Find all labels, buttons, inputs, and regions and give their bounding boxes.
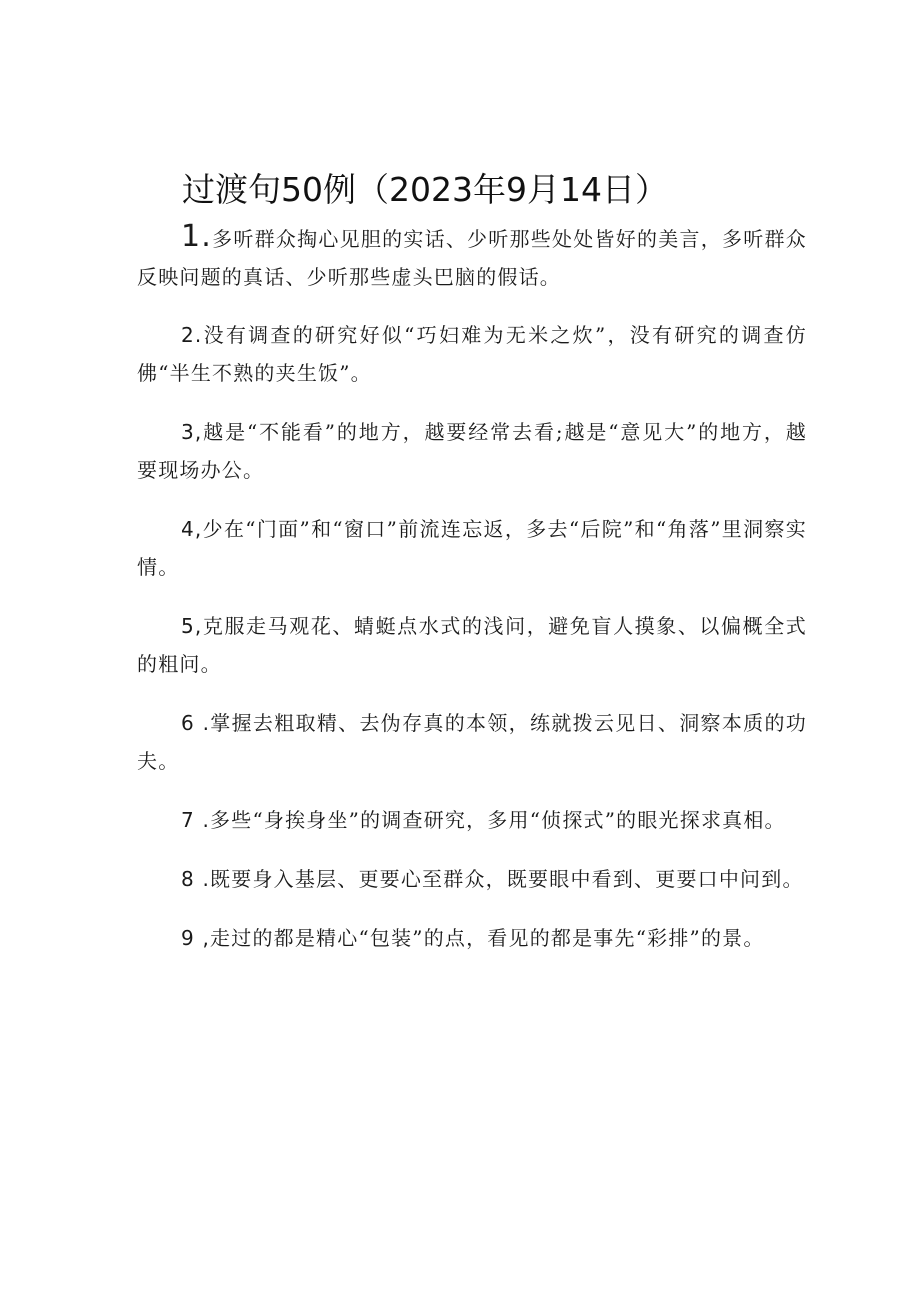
paragraph-4	[137, 510, 807, 586]
paragraph-text: 多听群众掏心见胆的实话、少听那些处处皆好的美言，多听群众反映问题的真话、少听那些虚头巴脑的假话。	[137, 227, 807, 289]
paragraph-9	[137, 919, 807, 957]
paragraph-text: 走过的都是精心“包装”的点，看见的都是事先“彩排”的景。	[210, 926, 765, 950]
paragraph-6	[137, 704, 807, 780]
document-title: 过渡句50例（2023年9月14日）	[182, 170, 668, 209]
paragraph-number: 7 .	[181, 808, 211, 832]
paragraph-number: 2.	[181, 323, 203, 347]
paragraph-text: 越是“不能看”的地方，越要经常去看;越是“意见大”的地方，越要现场办公。	[137, 420, 807, 482]
paragraph-number: 1.	[181, 219, 213, 254]
paragraph-list	[137, 218, 807, 978]
paragraph-2	[137, 316, 807, 392]
paragraph-5	[137, 607, 807, 683]
paragraph-3	[137, 413, 807, 489]
paragraph-text: 掌握去粗取精、去伪存真的本领，练就拨云见日、洞察本质的功夫。	[137, 711, 807, 773]
paragraph-text: 没有调查的研究好似“巧妇难为无米之炊”，没有研究的调查仿佛“半生不熟的夹生饭”。	[137, 323, 807, 385]
paragraph-7	[137, 801, 807, 839]
paragraph-text: 少在“门面”和“窗口”前流连忘返，多去“后院”和“角落”里洞察实情。	[137, 517, 807, 579]
paragraph-number: 4,	[181, 517, 203, 541]
paragraph-1	[137, 218, 807, 296]
paragraph-number: 6 .	[181, 711, 211, 735]
paragraph-number: 8 .	[181, 867, 211, 891]
paragraph-text: 克服走马观花、蜻蜓点水式的浅问，避免盲人摸象、以偏概全式的粗问。	[137, 614, 807, 676]
paragraph-number: 3,	[181, 420, 203, 444]
paragraph-text: 多些“身挨身坐”的调查研究，多用“侦探式”的眼光探求真相。	[210, 808, 786, 832]
paragraph-8	[137, 860, 807, 898]
paragraph-text: 既要身入基层、更要心至群众，既要眼中看到、更要口中问到。	[210, 867, 804, 891]
paragraph-number: 9 ,	[181, 926, 211, 950]
paragraph-number: 5,	[181, 614, 203, 638]
